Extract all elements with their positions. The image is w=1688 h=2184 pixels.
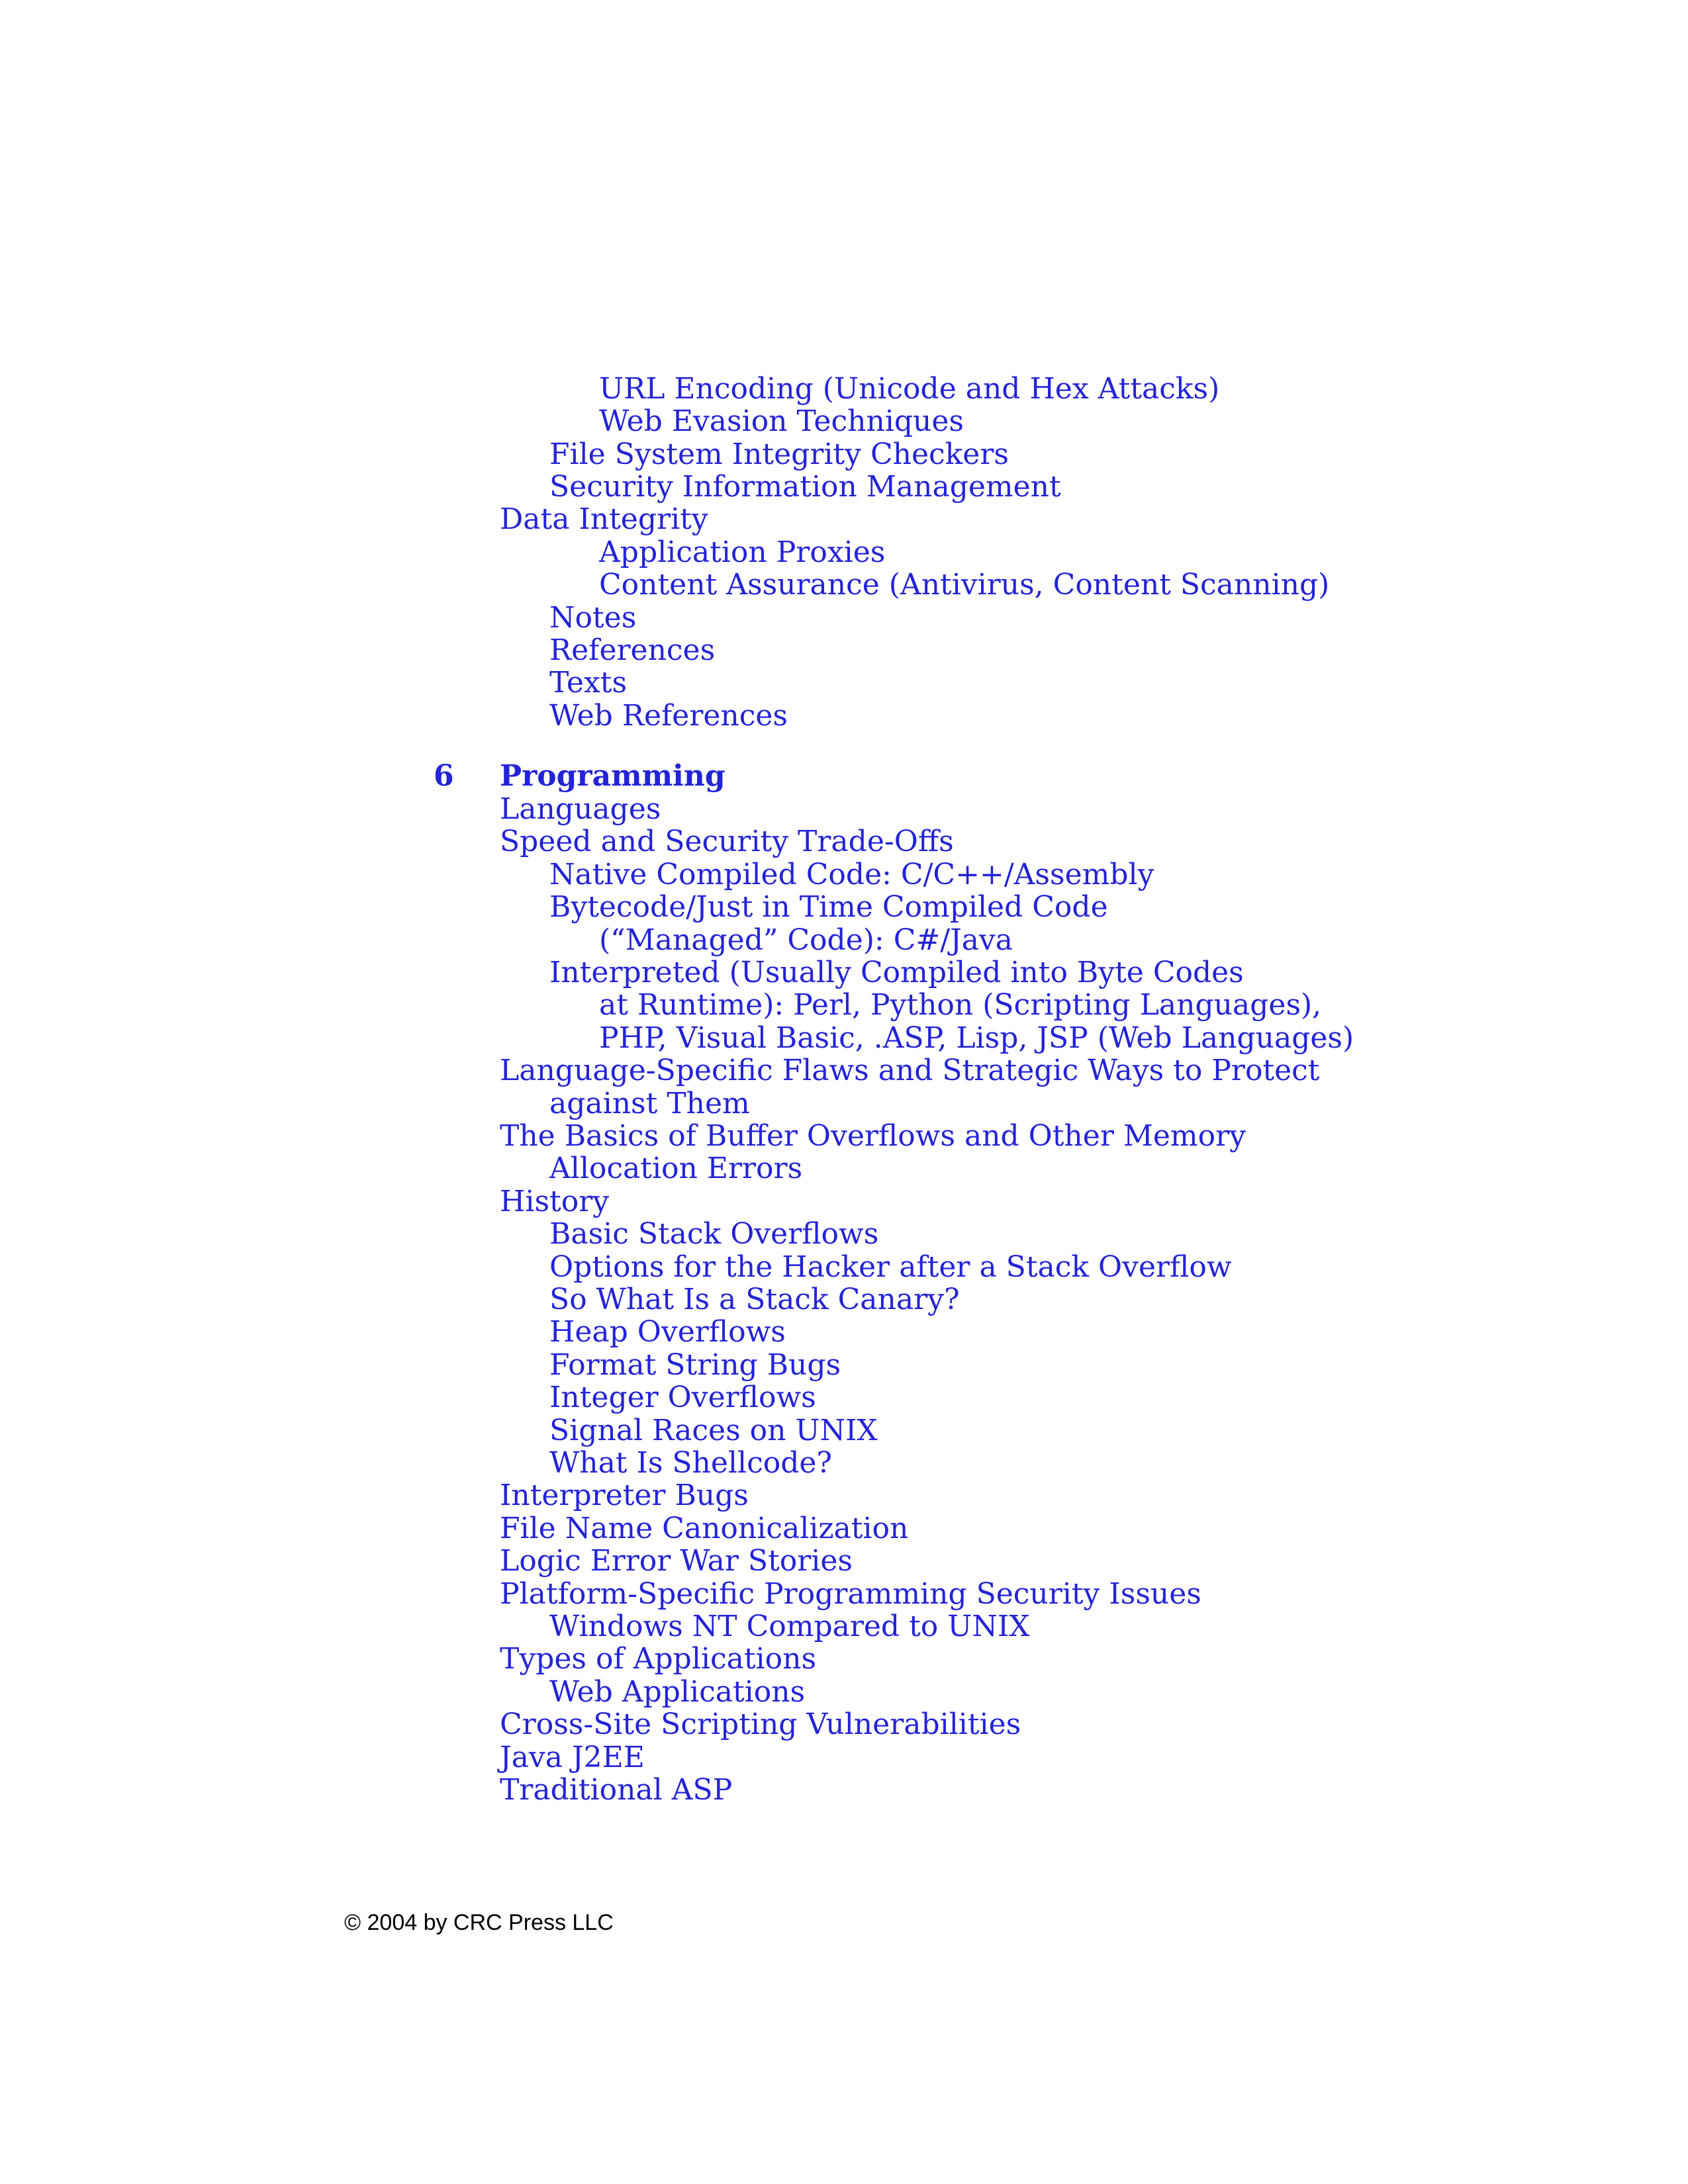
toc-entry[interactable]: Integer Overflows [549, 1381, 816, 1414]
toc-entry[interactable]: Bytecode/Just in Time Compiled Code [549, 890, 1108, 924]
toc-entry[interactable]: Language-Specific Flaws and Strategic Ways to Protect [500, 1054, 1320, 1087]
chapter-title[interactable]: Programming [500, 759, 726, 793]
toc-entry[interactable]: Interpreter Bugs [500, 1479, 749, 1512]
toc-entry[interactable]: Interpreted (Usually Compiled into Byte Codes [549, 956, 1244, 989]
toc-entry[interactable]: Web Applications [549, 1675, 806, 1709]
toc-entry[interactable]: What Is Shellcode? [549, 1446, 833, 1480]
toc-entry[interactable]: Options for the Hacker after a Stack Overflow [549, 1250, 1232, 1284]
toc-entry[interactable]: Platform-Specific Programming Security Issues [500, 1577, 1201, 1611]
toc-entry[interactable]: Speed and Security Trade-Offs [500, 825, 954, 858]
toc-entry[interactable]: Languages [500, 792, 661, 826]
toc-entry[interactable]: References [549, 633, 716, 667]
toc-entry[interactable]: The Basics of Buffer Overflows and Other Memory [500, 1119, 1246, 1153]
toc-entry-continuation[interactable]: (“Managed” Code): C#/Java [599, 923, 1013, 957]
copyright-notice: © 2004 by CRC Press LLC [344, 1910, 614, 1935]
toc-entry[interactable]: Web References [549, 699, 788, 733]
toc-entry[interactable]: So What Is a Stack Canary? [549, 1283, 960, 1316]
toc-entry[interactable]: Texts [549, 666, 628, 700]
toc-entry[interactable]: Native Compiled Code: C/C++/Assembly [549, 858, 1154, 891]
toc-entry[interactable]: Content Assurance (Antivirus, Content Scanning) [599, 568, 1330, 602]
toc-entry[interactable]: URL Encoding (Unicode and Hex Attacks) [599, 372, 1220, 406]
chapter-number: 6 [434, 759, 454, 793]
toc-entry[interactable]: Signal Races on UNIX [549, 1414, 878, 1447]
toc-entry[interactable]: File System Integrity Checkers [549, 437, 1009, 471]
toc-entry[interactable]: Cross-Site Scripting Vulnerabilities [500, 1707, 1021, 1741]
toc-entry[interactable]: Heap Overflows [549, 1315, 786, 1349]
toc-entry[interactable]: Types of Applications [500, 1642, 817, 1676]
toc-entry[interactable]: Web Evasion Techniques [599, 404, 964, 438]
toc-entry[interactable]: History [500, 1185, 610, 1218]
toc-entry[interactable]: Windows NT Compared to UNIX [549, 1610, 1030, 1643]
toc-entry[interactable]: Logic Error War Stories [500, 1544, 853, 1578]
toc-entry[interactable]: Application Proxies [599, 535, 886, 569]
toc-entry[interactable]: File Name Canonicalization [500, 1512, 909, 1545]
toc-entry-continuation[interactable]: PHP, Visual Basic, .ASP, Lisp, JSP (Web Languages) [599, 1021, 1354, 1055]
toc-entry[interactable]: Security Information Management [549, 470, 1061, 504]
toc-entry[interactable]: Notes [549, 601, 637, 635]
toc-entry[interactable]: Traditional ASP [500, 1773, 733, 1807]
toc-entry[interactable]: Data Integrity [500, 502, 708, 536]
toc-entry[interactable]: Basic Stack Overflows [549, 1217, 879, 1251]
toc-entry-continuation[interactable]: Allocation Errors [549, 1152, 803, 1185]
toc-entry[interactable]: Format String Bugs [549, 1348, 841, 1382]
toc-entry[interactable]: Java J2EE [500, 1741, 645, 1774]
toc-entry-continuation[interactable]: at Runtime): Perl, Python (Scripting Languages), [599, 988, 1322, 1022]
toc-entry-continuation[interactable]: against Them [549, 1087, 750, 1120]
